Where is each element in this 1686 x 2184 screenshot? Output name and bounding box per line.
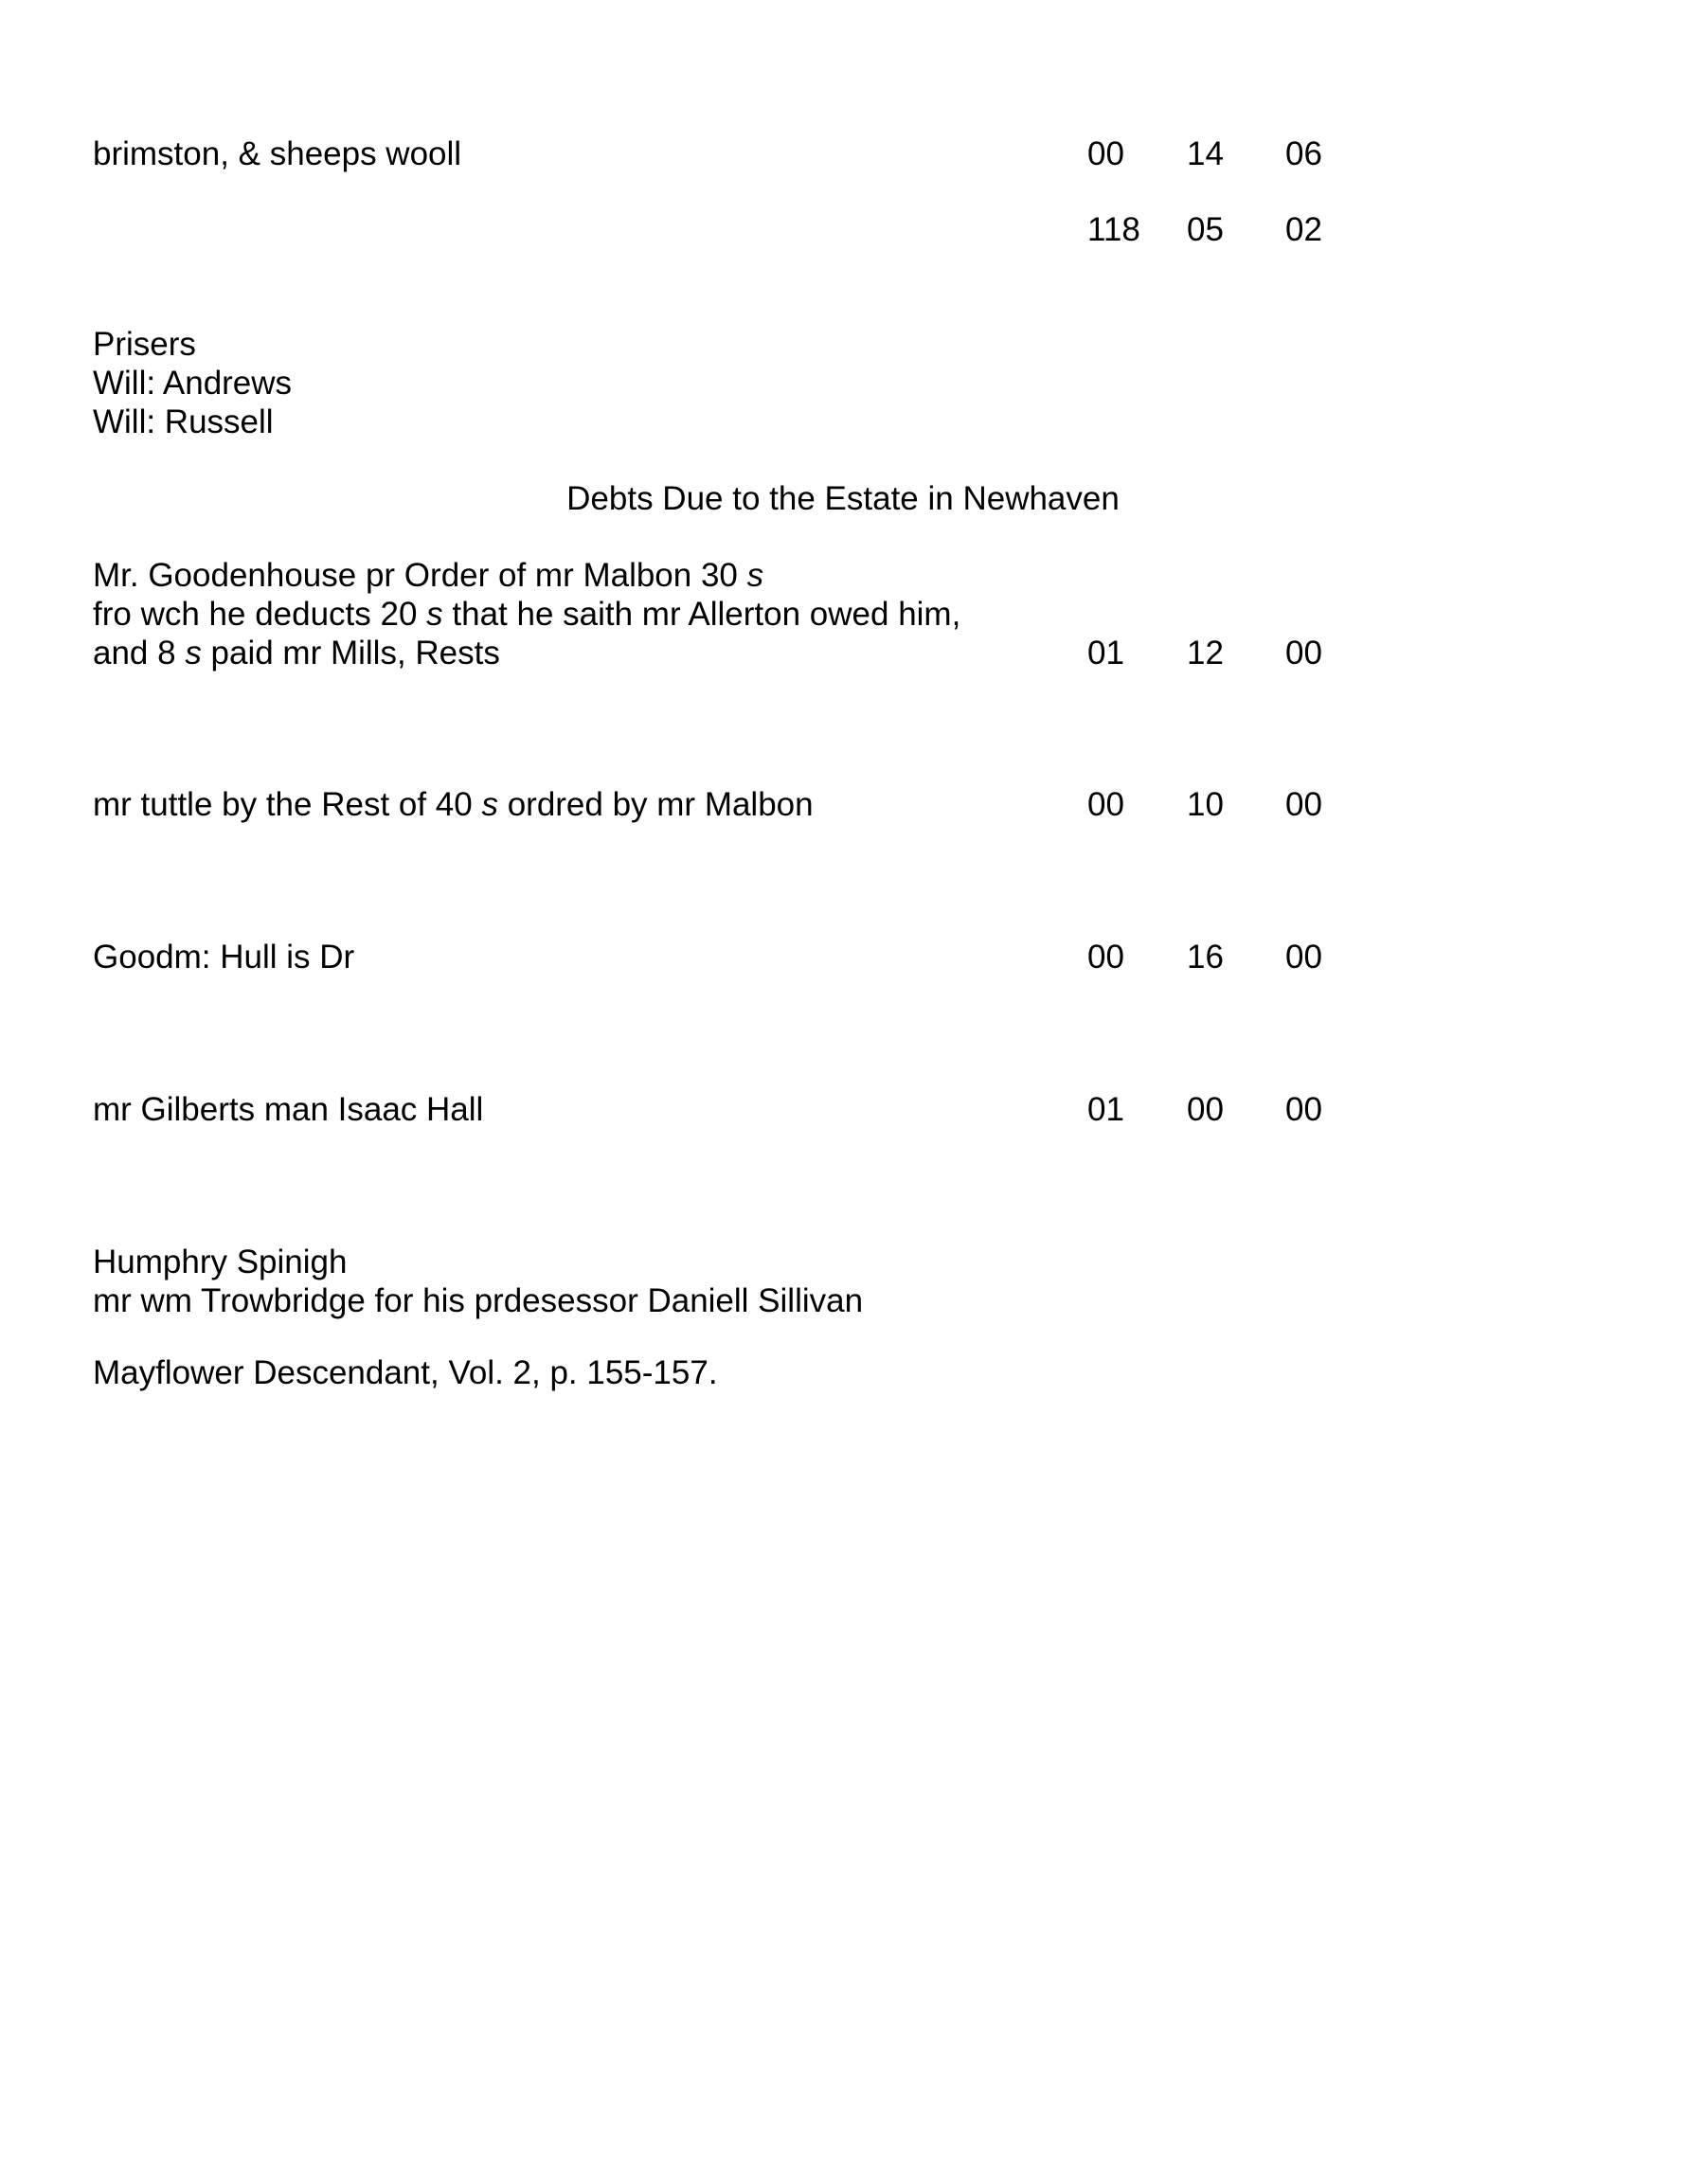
entry-pounds-hull: 00 — [1087, 939, 1124, 976]
text-segment: fro wch he deducts 20 — [93, 596, 427, 633]
debts-heading: Debts Due to the Estate in Newhaven — [566, 480, 1120, 517]
debtor-line: Humphry Spinigh — [93, 1244, 348, 1280]
goodenhouse-line-1 — [93, 556, 763, 595]
entry-label-tuttle — [93, 785, 814, 824]
text-segment: and 8 — [93, 635, 186, 671]
total-shillings: 05 — [1187, 211, 1224, 248]
total-pence: 02 — [1285, 211, 1322, 248]
entry-label-brimston: brimston, & sheeps wooll — [93, 135, 462, 172]
entry-pence-goodenhouse: 00 — [1285, 635, 1322, 671]
debtor-line: mr wm Trowbridge for his prdesessor Daniell Sillivan — [93, 1282, 864, 1319]
entry-pence-hull: 00 — [1285, 939, 1322, 976]
shilling-unit: s — [481, 786, 498, 823]
text-segment: mr tuttle by the Rest of 40 — [93, 786, 482, 823]
priser-name: Will: Russell — [93, 403, 274, 440]
shilling-unit: s — [426, 596, 443, 633]
total-pounds: 118 — [1087, 211, 1140, 248]
entry-label-gilbert: mr Gilberts man Isaac Hall — [93, 1091, 484, 1128]
shilling-unit: s — [746, 557, 764, 594]
entry-shillings-brimston: 14 — [1187, 135, 1224, 172]
goodenhouse-line-3 — [93, 634, 500, 672]
shilling-unit: s — [185, 635, 202, 671]
entry-pounds-brimston: 00 — [1087, 135, 1124, 172]
entry-label-hull: Goodm: Hull is Dr — [93, 939, 355, 976]
entry-shillings-goodenhouse: 12 — [1187, 635, 1224, 671]
source-citation: Mayflower Descendant, Vol. 2, p. 155-157. — [93, 1354, 718, 1391]
entry-pounds-goodenhouse: 01 — [1087, 635, 1124, 671]
entry-shillings-gilbert: 00 — [1187, 1091, 1224, 1128]
entry-pounds-gilbert: 01 — [1087, 1091, 1124, 1128]
prisers-heading: Prisers — [93, 326, 196, 363]
goodenhouse-line-2 — [93, 595, 960, 634]
text-segment: that he saith mr Allerton owed him, — [442, 596, 961, 633]
entry-shillings-hull: 16 — [1187, 939, 1224, 976]
entry-pence-gilbert: 00 — [1285, 1091, 1322, 1128]
priser-name: Will: Andrews — [93, 365, 293, 402]
text-segment: paid mr Mills, Rests — [201, 635, 500, 671]
text-segment: ordred by mr Malbon — [497, 786, 814, 823]
entry-shillings-tuttle: 10 — [1187, 786, 1224, 823]
entry-pence-tuttle: 00 — [1285, 786, 1322, 823]
entry-pence-brimston: 06 — [1285, 135, 1322, 172]
entry-pounds-tuttle: 00 — [1087, 786, 1124, 823]
text-segment: Mr. Goodenhouse pr Order of mr Malbon 30 — [93, 557, 747, 594]
